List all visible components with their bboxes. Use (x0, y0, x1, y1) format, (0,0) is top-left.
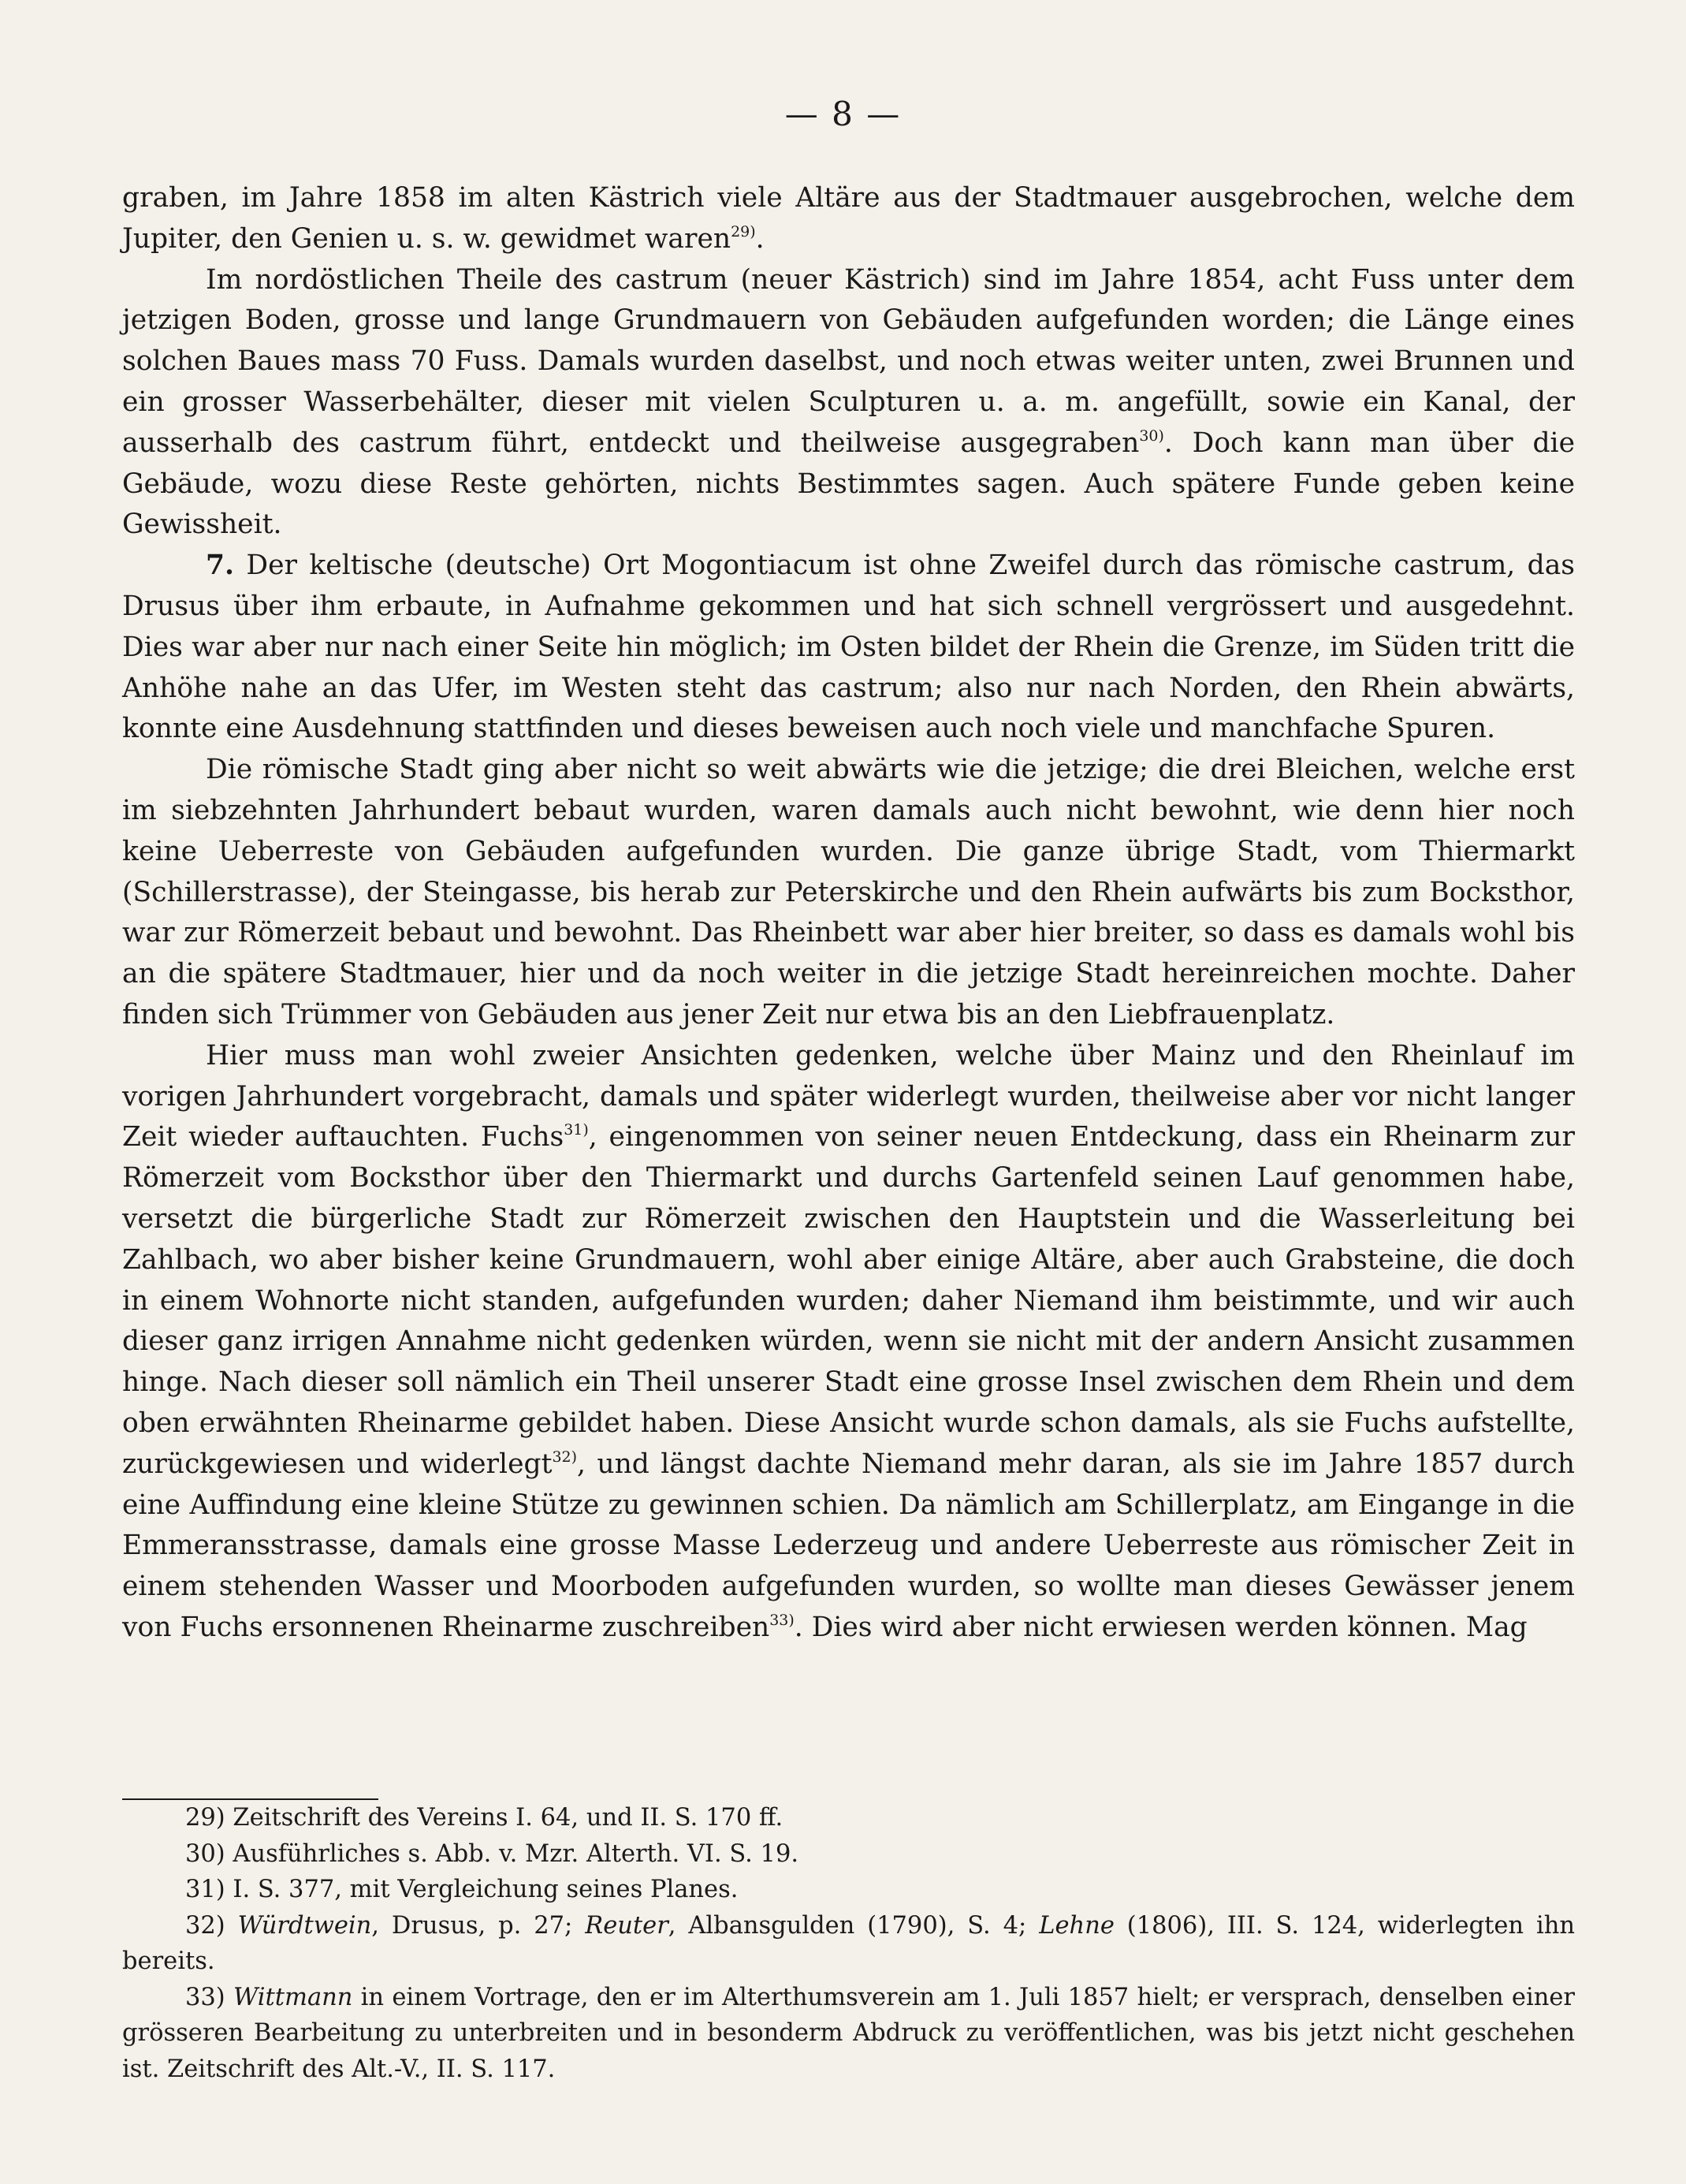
footnote-ref-32: 32) (552, 1448, 577, 1466)
paragraph-section-7 (122, 546, 1575, 750)
footnote-text: (1806), III. S. 124, widerlegten ihn bereits. (122, 1911, 1576, 1975)
paragraph-two-views (122, 1036, 1575, 1649)
section-number: 7. (206, 550, 235, 582)
footnote-text: in einem Vortrage, den er im Alterthumsverein am 1. Juli 1857 hielt; er versprach, denselben einer grösseren Bearbeitung zu unterbreiten und in besonderm Abdruck zu veröffentlichen, was bis jetzt nicht geschehen ist. Zeitschrift des Alt.-V., II. S. 117. (122, 1983, 1575, 2083)
paragraph-text: , und längst dachte Niemand mehr daran, als sie im Jahre 1857 durch eine Auffindung eine kleine Stütze zu gewinnen schien. Da nämlich am Schillerplatz, am Eingange in die Emmeransstrasse, damals eine grosse Masse Lederzeug und andere Ueberreste aus römischer Zeit in einem stehenden Wasser und Moorboden aufgefunden wurden, so wollte man dieses Gewässer jenem von Fuchs ersonnenen Rheinarme zuschreiben (122, 1448, 1575, 1643)
footnote-ref-29: 29) (731, 222, 756, 240)
paragraph-text: . Dies wird aber nicht erwiesen werden können. Mag (794, 1611, 1528, 1643)
body-text (122, 178, 1575, 1649)
footnotes (122, 1800, 1575, 2087)
footnote-label: 33) (185, 1983, 233, 2011)
paragraph-text: graben, im Jahre 1858 im alten Kästrich viele Altäre aus der Stadtmauer ausgebrochen, welche dem Jupiter, den Genien u. s. w. gewidmet waren (122, 182, 1575, 255)
paragraph-castrum-finds (122, 260, 1575, 546)
paragraph-continuation (122, 178, 1575, 260)
paragraph-text: Die römische Stadt ging aber nicht so weit abwärts wie die jetzige; die drei Bleichen, welche erst im siebzehnten Jahrhundert bebaut wurden, waren damals auch nicht bewohnt, wie denn hier noch keine Ueberreste von Gebäuden aufgefunden wurden. Die ganze übrige Stadt, vom Thiermarkt (Schillerstrasse), der Steingasse, bis herab zur Peterskirche und den Rhein aufwärts bis zum Bocksthor, war zur Römerzeit bebaut und bewohnt. Das Rheinbett war aber hier breiter, so dass es damals wohl bis an die spätere Stadtmauer, hier und da noch weiter in die jetzige Stadt hereinreichen mochte. Daher finden sich Trümmer von Gebäuden aus jener Zeit nur etwa bis an den Liebfrauenplatz. (122, 754, 1575, 1031)
page-number: — 8 — (784, 95, 902, 133)
paragraph-text: . (755, 222, 765, 255)
paragraph-text: Der keltische (deutsche) Ort Mogontiacum ist ohne Zweifel durch das römische castrum, das Drusus über ihm erbaute, in Aufnahme gekommen und hat sich schnell vergrössert und ausgedehnt. Dies war aber nur nach einer Seite hin möglich; im Osten bildet der Rhein die Grenze, im Süden tritt die Anhöhe nahe an das Ufer, im Westen steht das castrum; also nur nach Norden, den Rhein abwärts, konnte eine Ausdehnung stattfinden und dieses beweisen auch noch viele und manchfache Spuren. (122, 550, 1575, 745)
footnote-label: 32) (185, 1911, 238, 1940)
footnote-ref-33: 33) (769, 1611, 795, 1629)
footnote-31: 31) I. S. 377, mit Vergleichung seines Planes. (185, 1876, 739, 1903)
paragraph-text: , eingenommen von seiner neuen Entdeckung, dass ein Rheinarm zur Römerzeit vom Bocksthor über den Thiermarkt und durchs Gartenfeld seinen Lauf genommen habe, versetzt die bürgerliche Stadt zur Römerzeit zwischen den Hauptstein und die Wasserleitung bei Zahlbach, wo aber bisher keine Grundmauern, wohl aber einige Altäre, aber auch Grabsteine, die doch in einem Wohnorte nicht standen, aufgefunden wurden; daher Niemand ihm beistimmte, und wir auch dieser ganz irrigen Annahme nicht gedenken würden, wenn sie nicht mit der andern Ansicht zusammen hinge. Nach dieser soll nämlich ein Theil unserer Stadt eine grosse Insel zwischen dem Rhein und dem oben erwähnten Rheinarme gebildet haben. Diese Ansicht wurde schon damals, als sie Fuchs aufstellte, zurückgewiesen und widerlegt (122, 1121, 1575, 1480)
footnote-text: , Drusus, p. 27; (371, 1911, 586, 1940)
footnote-32 (122, 1908, 1575, 1980)
paragraph-text: Hier muss man wohl zweier Ansichten gedenken, welche über Mainz und den Rheinlauf im vorigen Jahrhundert vorgebracht, damals und später widerlegt wurden, theilweise aber vor nicht langer Zeit wieder auftauchten. Fuchs (122, 1039, 1575, 1153)
author-name: Wittmann (233, 1983, 353, 2011)
footnote-ref-31: 31) (564, 1121, 589, 1139)
footnote-ref-30: 30) (1139, 427, 1164, 445)
author-name: Würdtwein (237, 1911, 372, 1940)
footnote-text: , Albansgulden (1790), S. 4; (668, 1911, 1040, 1940)
paragraph-text: Im nordöstlichen Theile des castrum (neuer Kästrich) sind im Jahre 1854, acht Fuss unter dem jetzigen Boden, grosse und lange Grundmauern von Gebäuden aufgefunden worden; die Länge eines solchen Baues mass 70 Fuss. Damals wurden daselbst, und noch etwas weiter unten, zwei Brunnen und ein grosser Wasserbehälter, dieser mit vielen Sculpturen u. a. m. angefüllt, sowie ein Kanal, der ausserhalb des castrum führt, entdeckt und theilweise ausgegraben (122, 263, 1575, 459)
author-name: Lehne (1039, 1911, 1115, 1940)
footnote-29: 29) Zeitschrift des Vereins I. 64, und II. S. 170 ff. (185, 1804, 783, 1832)
footnote-30: 30) Ausführliches s. Abb. v. Mzr. Alterth. VI. S. 19. (185, 1839, 799, 1868)
author-name: Reuter (585, 1911, 668, 1940)
paragraph-text: . Doch kann man über die Gebäude, wozu diese Reste gehörten, nichts Bestimmtes sagen. Auch spätere Funde geben keine Gewissheit. (122, 427, 1575, 541)
paragraph-roman-city (122, 750, 1575, 1036)
footnote-33 (122, 1980, 1575, 2088)
